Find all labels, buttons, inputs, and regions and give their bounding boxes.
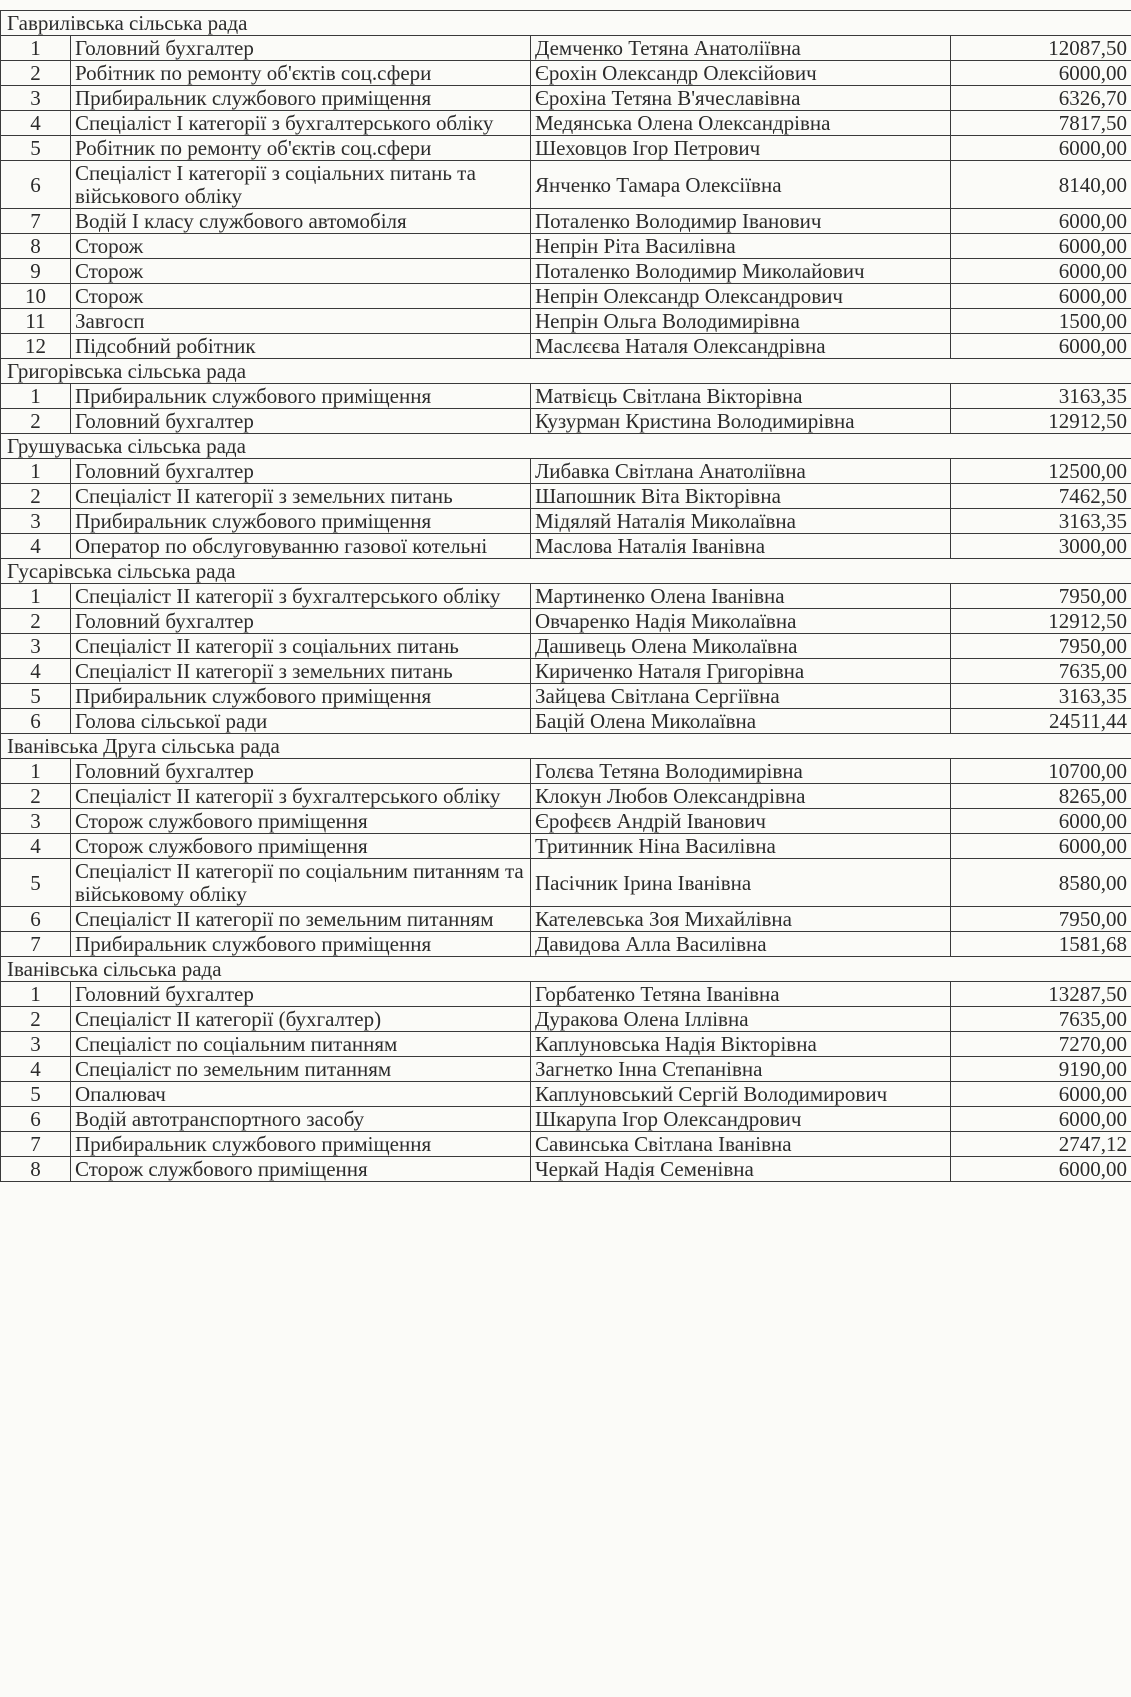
employee-name-cell: Матвієць Світлана Вікторівна bbox=[531, 384, 951, 409]
salary-cell: 6000,00 bbox=[951, 209, 1131, 234]
table-row bbox=[1, 161, 1131, 209]
table-row bbox=[1, 834, 1131, 859]
table-row bbox=[1, 136, 1131, 161]
row-number: 6 bbox=[1, 907, 71, 932]
salary-cell: 3163,35 bbox=[951, 509, 1131, 534]
section-header-row bbox=[1, 434, 1131, 459]
position-cell: Спеціаліст I категорії з соціальних питань та військового обліку bbox=[71, 161, 531, 209]
salary-cell: 6326,70 bbox=[951, 86, 1131, 111]
table-row bbox=[1, 932, 1131, 957]
employee-name-cell: Єрофєєв Андрій Іванович bbox=[531, 809, 951, 834]
row-number: 8 bbox=[1, 1157, 71, 1182]
salary-cell: 10700,00 bbox=[951, 759, 1131, 784]
position-cell: Прибиральник службового приміщення bbox=[71, 86, 531, 111]
position-cell: Робітник по ремонту об'єктів соц.сфери bbox=[71, 136, 531, 161]
employee-name-cell: Голєва Тетяна Володимирівна bbox=[531, 759, 951, 784]
table-row bbox=[1, 659, 1131, 684]
table-row bbox=[1, 609, 1131, 634]
employee-name-cell: Непрін Олександр Олександрович bbox=[531, 284, 951, 309]
section-title: Іванівська сільська рада bbox=[1, 957, 1131, 982]
salary-cell: 7462,50 bbox=[951, 484, 1131, 509]
salary-cell: 12912,50 bbox=[951, 409, 1131, 434]
table-row bbox=[1, 759, 1131, 784]
section-title: Гаврилівська сільська рада bbox=[1, 11, 1131, 36]
employee-name-cell: Маслєєва Наталя Олександрівна bbox=[531, 334, 951, 359]
position-cell: Прибиральник службового приміщення bbox=[71, 509, 531, 534]
position-cell: Головний бухгалтер bbox=[71, 759, 531, 784]
salary-cell: 7270,00 bbox=[951, 1032, 1131, 1057]
position-cell: Головний бухгалтер bbox=[71, 459, 531, 484]
salary-cell: 13287,50 bbox=[951, 982, 1131, 1007]
row-number: 7 bbox=[1, 1132, 71, 1157]
employee-name-cell: Шкарупа Ігор Олександрович bbox=[531, 1107, 951, 1132]
position-cell: Прибиральник службового приміщення bbox=[71, 384, 531, 409]
salary-cell: 8140,00 bbox=[951, 161, 1131, 209]
salary-cell: 12500,00 bbox=[951, 459, 1131, 484]
position-cell: Прибиральник службового приміщення bbox=[71, 1132, 531, 1157]
salary-cell: 3000,00 bbox=[951, 534, 1131, 559]
table-row bbox=[1, 784, 1131, 809]
position-cell: Головний бухгалтер bbox=[71, 982, 531, 1007]
table-row bbox=[1, 1157, 1131, 1182]
row-number: 3 bbox=[1, 634, 71, 659]
row-number: 5 bbox=[1, 1082, 71, 1107]
position-cell: Спеціаліст I категорії з бухгалтерського обліку bbox=[71, 111, 531, 136]
employee-name-cell: Єрохін Олександр Олексійович bbox=[531, 61, 951, 86]
row-number: 2 bbox=[1, 61, 71, 86]
row-number: 2 bbox=[1, 784, 71, 809]
salary-cell: 7635,00 bbox=[951, 1007, 1131, 1032]
table-row bbox=[1, 334, 1131, 359]
employee-name-cell: Савинська Світлана Іванівна bbox=[531, 1132, 951, 1157]
table-row bbox=[1, 809, 1131, 834]
position-cell: Сторож службового приміщення bbox=[71, 1157, 531, 1182]
position-cell: Підсобний робітник bbox=[71, 334, 531, 359]
salary-cell: 6000,00 bbox=[951, 259, 1131, 284]
row-number: 2 bbox=[1, 1007, 71, 1032]
salary-cell: 7635,00 bbox=[951, 659, 1131, 684]
position-cell: Сторож bbox=[71, 259, 531, 284]
section-header-row bbox=[1, 734, 1131, 759]
row-number: 9 bbox=[1, 259, 71, 284]
row-number: 7 bbox=[1, 932, 71, 957]
row-number: 11 bbox=[1, 309, 71, 334]
table-row bbox=[1, 1082, 1131, 1107]
salary-cell: 6000,00 bbox=[951, 834, 1131, 859]
employee-name-cell: Бацій Олена Миколаївна bbox=[531, 709, 951, 734]
position-cell: Сторож службового приміщення bbox=[71, 834, 531, 859]
salary-cell: 8265,00 bbox=[951, 784, 1131, 809]
salary-cell: 3163,35 bbox=[951, 384, 1131, 409]
table-row bbox=[1, 982, 1131, 1007]
position-cell: Спеціаліст II категорії з земельних питань bbox=[71, 484, 531, 509]
table-row bbox=[1, 209, 1131, 234]
position-cell: Прибиральник службового приміщення bbox=[71, 684, 531, 709]
salary-cell: 1581,68 bbox=[951, 932, 1131, 957]
row-number: 4 bbox=[1, 834, 71, 859]
table-row bbox=[1, 534, 1131, 559]
row-number: 1 bbox=[1, 584, 71, 609]
table-row bbox=[1, 111, 1131, 136]
table-row bbox=[1, 459, 1131, 484]
employee-name-cell: Демченко Тетяна Анатоліївна bbox=[531, 36, 951, 61]
table-row bbox=[1, 509, 1131, 534]
table-row bbox=[1, 309, 1131, 334]
employee-name-cell: Янченко Тамара Олексіївна bbox=[531, 161, 951, 209]
row-number: 6 bbox=[1, 1107, 71, 1132]
table-body bbox=[1, 11, 1131, 1182]
employee-name-cell: Загнетко Інна Степанівна bbox=[531, 1057, 951, 1082]
position-cell: Спеціаліст II категорії з бухгалтерського обліку bbox=[71, 584, 531, 609]
row-number: 2 bbox=[1, 409, 71, 434]
employee-name-cell: Клокун Любов Олександрівна bbox=[531, 784, 951, 809]
table-row bbox=[1, 86, 1131, 111]
salary-cell: 6000,00 bbox=[951, 61, 1131, 86]
staff-salary-table bbox=[0, 10, 1131, 1182]
row-number: 6 bbox=[1, 161, 71, 209]
position-cell: Водій I класу службового автомобіля bbox=[71, 209, 531, 234]
table-row bbox=[1, 584, 1131, 609]
table-row bbox=[1, 709, 1131, 734]
position-cell: Спеціаліст II категорії з бухгалтерського обліку bbox=[71, 784, 531, 809]
salary-cell: 7950,00 bbox=[951, 634, 1131, 659]
position-cell: Робітник по ремонту об'єктів соц.сфери bbox=[71, 61, 531, 86]
row-number: 1 bbox=[1, 36, 71, 61]
salary-cell: 6000,00 bbox=[951, 334, 1131, 359]
salary-cell: 7817,50 bbox=[951, 111, 1131, 136]
position-cell: Головний бухгалтер bbox=[71, 36, 531, 61]
position-cell: Спеціаліст II категорії (бухгалтер) bbox=[71, 1007, 531, 1032]
table-row bbox=[1, 634, 1131, 659]
salary-cell: 7950,00 bbox=[951, 584, 1131, 609]
table-row bbox=[1, 484, 1131, 509]
position-cell: Водій автотранспортного засобу bbox=[71, 1107, 531, 1132]
position-cell: Сторож bbox=[71, 234, 531, 259]
employee-name-cell: Дашивець Олена Миколаївна bbox=[531, 634, 951, 659]
salary-cell: 2747,12 bbox=[951, 1132, 1131, 1157]
salary-cell: 8580,00 bbox=[951, 859, 1131, 907]
row-number: 5 bbox=[1, 684, 71, 709]
salary-cell: 9190,00 bbox=[951, 1057, 1131, 1082]
position-cell: Оператор по обслуговуванню газової котельні bbox=[71, 534, 531, 559]
table-row bbox=[1, 684, 1131, 709]
section-header-row bbox=[1, 559, 1131, 584]
row-number: 3 bbox=[1, 809, 71, 834]
salary-cell: 3163,35 bbox=[951, 684, 1131, 709]
table-row bbox=[1, 1032, 1131, 1057]
table-row bbox=[1, 1107, 1131, 1132]
row-number: 2 bbox=[1, 609, 71, 634]
salary-cell: 12087,50 bbox=[951, 36, 1131, 61]
position-cell: Голова сільської ради bbox=[71, 709, 531, 734]
row-number: 7 bbox=[1, 209, 71, 234]
row-number: 4 bbox=[1, 1057, 71, 1082]
row-number: 3 bbox=[1, 1032, 71, 1057]
row-number: 1 bbox=[1, 982, 71, 1007]
position-cell: Спеціаліст II категорії з соціальних питань bbox=[71, 634, 531, 659]
section-title: Іванівська Друга сільська рада bbox=[1, 734, 1131, 759]
salary-cell: 6000,00 bbox=[951, 234, 1131, 259]
employee-name-cell: Каплуновський Сергій Володимирович bbox=[531, 1082, 951, 1107]
row-number: 10 bbox=[1, 284, 71, 309]
employee-name-cell: Поталенко Володимир Миколайович bbox=[531, 259, 951, 284]
section-header-row bbox=[1, 957, 1131, 982]
salary-cell: 6000,00 bbox=[951, 1107, 1131, 1132]
table-row bbox=[1, 1132, 1131, 1157]
employee-name-cell: Єрохіна Тетяна В'ячеславівна bbox=[531, 86, 951, 111]
salary-cell: 12912,50 bbox=[951, 609, 1131, 634]
position-cell: Спеціаліст II категорії по соціальним питанням та військовому обліку bbox=[71, 859, 531, 907]
table-row bbox=[1, 1057, 1131, 1082]
employee-name-cell: Пасічник Ірина Іванівна bbox=[531, 859, 951, 907]
employee-name-cell: Дуракова Олена Іллівна bbox=[531, 1007, 951, 1032]
table-row bbox=[1, 36, 1131, 61]
table-row bbox=[1, 259, 1131, 284]
section-header-row bbox=[1, 11, 1131, 36]
employee-name-cell: Маслова Наталія Іванівна bbox=[531, 534, 951, 559]
employee-name-cell: Поталенко Володимир Іванович bbox=[531, 209, 951, 234]
position-cell: Спеціаліст II категорії по земельним питанням bbox=[71, 907, 531, 932]
row-number: 3 bbox=[1, 509, 71, 534]
employee-name-cell: Мідяляй Наталія Миколаївна bbox=[531, 509, 951, 534]
position-cell: Опалювач bbox=[71, 1082, 531, 1107]
position-cell: Спеціаліст по земельним питанням bbox=[71, 1057, 531, 1082]
row-number: 12 bbox=[1, 334, 71, 359]
row-number: 4 bbox=[1, 659, 71, 684]
employee-name-cell: Непрін Ольга Володимирівна bbox=[531, 309, 951, 334]
row-number: 8 bbox=[1, 234, 71, 259]
row-number: 4 bbox=[1, 111, 71, 136]
salary-cell: 6000,00 bbox=[951, 1082, 1131, 1107]
salary-cell: 6000,00 bbox=[951, 809, 1131, 834]
position-cell: Спеціаліст по соціальним питанням bbox=[71, 1032, 531, 1057]
position-cell: Сторож службового приміщення bbox=[71, 809, 531, 834]
employee-name-cell: Кириченко Наталя Григорівна bbox=[531, 659, 951, 684]
row-number: 6 bbox=[1, 709, 71, 734]
table-row bbox=[1, 61, 1131, 86]
employee-name-cell: Зайцева Світлана Сергіївна bbox=[531, 684, 951, 709]
table-row bbox=[1, 284, 1131, 309]
row-number: 3 bbox=[1, 86, 71, 111]
position-cell: Головний бухгалтер bbox=[71, 609, 531, 634]
row-number: 5 bbox=[1, 859, 71, 907]
table-row bbox=[1, 234, 1131, 259]
table-row bbox=[1, 1007, 1131, 1032]
section-title: Гусарівська сільська рада bbox=[1, 559, 1131, 584]
employee-name-cell: Непрін Рiта Василівна bbox=[531, 234, 951, 259]
salary-cell: 24511,44 bbox=[951, 709, 1131, 734]
position-cell: Головний бухгалтер bbox=[71, 409, 531, 434]
salary-cell: 6000,00 bbox=[951, 1157, 1131, 1182]
row-number: 5 bbox=[1, 136, 71, 161]
table-row bbox=[1, 409, 1131, 434]
salary-cell: 6000,00 bbox=[951, 136, 1131, 161]
employee-name-cell: Тритинник Ніна Василівна bbox=[531, 834, 951, 859]
section-title: Григорівська сільська рада bbox=[1, 359, 1131, 384]
row-number: 1 bbox=[1, 384, 71, 409]
employee-name-cell: Шеховцов Ігор Петрович bbox=[531, 136, 951, 161]
row-number: 1 bbox=[1, 459, 71, 484]
table-row bbox=[1, 384, 1131, 409]
row-number: 4 bbox=[1, 534, 71, 559]
employee-name-cell: Давидова Алла Василівна bbox=[531, 932, 951, 957]
table-row bbox=[1, 907, 1131, 932]
salary-cell: 1500,00 bbox=[951, 309, 1131, 334]
position-cell: Спеціаліст II категорії з земельних питань bbox=[71, 659, 531, 684]
table-row bbox=[1, 859, 1131, 907]
row-number: 1 bbox=[1, 759, 71, 784]
employee-name-cell: Медянська Олена Олександрівна bbox=[531, 111, 951, 136]
row-number: 2 bbox=[1, 484, 71, 509]
section-header-row bbox=[1, 359, 1131, 384]
salary-cell: 6000,00 bbox=[951, 284, 1131, 309]
position-cell: Сторож bbox=[71, 284, 531, 309]
employee-name-cell: Кузурман Кристина Володимирівна bbox=[531, 409, 951, 434]
salary-cell: 7950,00 bbox=[951, 907, 1131, 932]
position-cell: Прибиральник службового приміщення bbox=[71, 932, 531, 957]
employee-name-cell: Либавка Світлана Анатоліївна bbox=[531, 459, 951, 484]
employee-name-cell: Кателевська Зоя Михайлівна bbox=[531, 907, 951, 932]
section-title: Грушуваська сільська рада bbox=[1, 434, 1131, 459]
employee-name-cell: Шапошник Віта Вікторівна bbox=[531, 484, 951, 509]
employee-name-cell: Горбатенко Тетяна Іванівна bbox=[531, 982, 951, 1007]
employee-name-cell: Каплуновська Надія Вікторівна bbox=[531, 1032, 951, 1057]
employee-name-cell: Черкай Надія Семенівна bbox=[531, 1157, 951, 1182]
employee-name-cell: Мартиненко Олена Іванівна bbox=[531, 584, 951, 609]
employee-name-cell: Овчаренко Надія Миколаївна bbox=[531, 609, 951, 634]
position-cell: Завгосп bbox=[71, 309, 531, 334]
